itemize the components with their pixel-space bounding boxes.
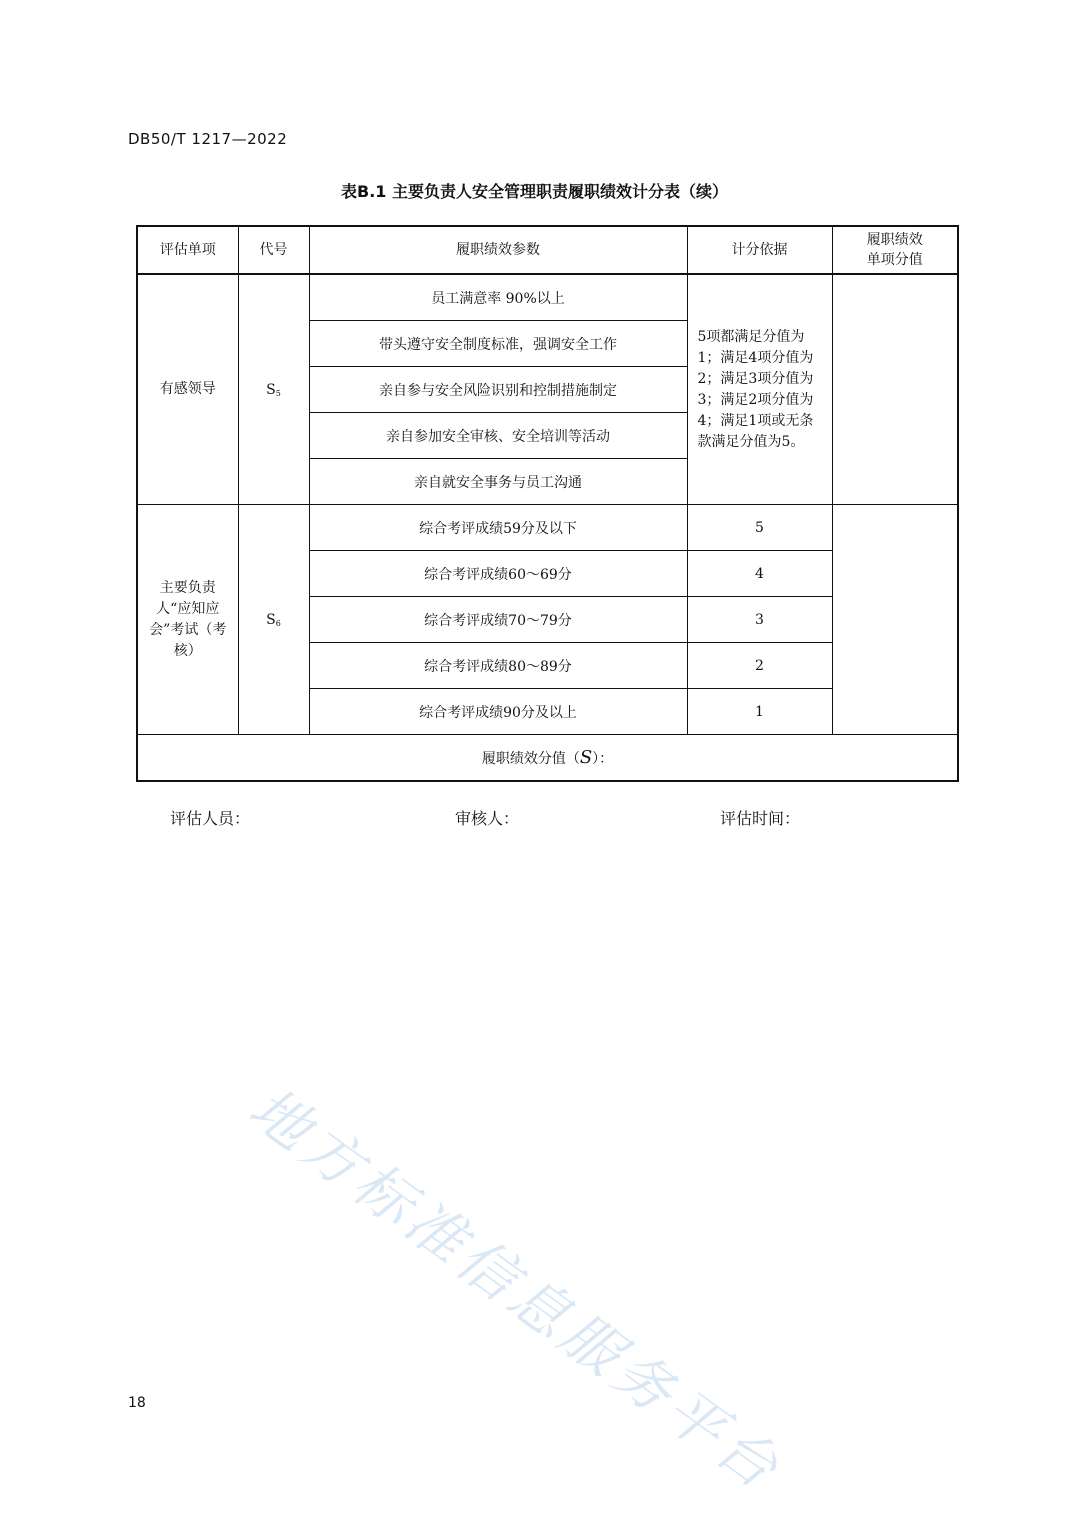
param-cell: 带头遵守安全制度标准，强调安全工作 [309, 321, 687, 367]
score-value-cell [832, 274, 958, 505]
basis-score-cell: 2 [687, 643, 832, 689]
score-table-container [136, 225, 959, 782]
param-cell: 亲自参与安全风险识别和控制措施制定 [309, 367, 687, 413]
table-header-row [137, 226, 958, 274]
code-subscript: 6 [275, 618, 281, 628]
evaluation-time-label: 评估时间： [720, 809, 801, 828]
param-cell: 综合考评成绩60～69分 [309, 551, 687, 597]
basis-cell: 5项都满足分值为1；满足4项分值为2；满足3项分值为3；满足2项分值为4；满足1项或无条款满足分值为5。 [687, 274, 832, 505]
param-cell: 亲自就安全事务与员工沟通 [309, 459, 687, 505]
basis-score-cell: 3 [687, 597, 832, 643]
score-value-cell [832, 505, 958, 735]
category-cell: 有感领导 [137, 274, 238, 505]
column-header: 计分依据 [687, 226, 832, 274]
code-letter: S [266, 381, 276, 398]
basis-score-cell: 1 [687, 689, 832, 735]
code-subscript: 5 [275, 388, 281, 398]
param-cell: 综合考评成绩70～79分 [309, 597, 687, 643]
total-symbol: S [579, 747, 593, 768]
param-cell: 综合考评成绩90分及以上 [309, 689, 687, 735]
evaluator-label: 评估人员： [170, 809, 251, 828]
watermark: 地方标准信息服务平台 [237, 1073, 795, 1505]
column-header: 履职绩效 单项分值 [832, 226, 958, 274]
table-row [137, 274, 958, 321]
table-row [137, 505, 958, 551]
basis-score-cell: 4 [687, 551, 832, 597]
code-cell [238, 505, 309, 735]
code-cell [238, 274, 309, 505]
total-row [137, 735, 958, 782]
code-letter: S [266, 611, 276, 628]
param-cell: 员工满意率 90%以上 [309, 274, 687, 321]
param-cell: 亲自参加安全审核、安全培训等活动 [309, 413, 687, 459]
score-table [136, 225, 959, 782]
column-header: 评估单项 [137, 226, 238, 274]
category-cell: 主要负责人“应知应会”考试（考核） [137, 505, 238, 735]
total-score-cell [137, 735, 958, 782]
basis-score-cell: 5 [687, 505, 832, 551]
column-header: 履职绩效参数 [309, 226, 687, 274]
column-header: 代号 [238, 226, 309, 274]
total-label: 履职绩效分值（ [481, 751, 580, 767]
document-code: DB50/T 1217—2022 [128, 130, 288, 148]
param-cell: 综合考评成绩80～89分 [309, 643, 687, 689]
reviewer-label: 审核人： [455, 809, 520, 828]
page-number: 18 [128, 1395, 146, 1411]
total-label-end: ）： [592, 751, 614, 767]
table-title: 表B.1 主要负责人安全管理职责履职绩效计分表（续） [341, 182, 728, 201]
param-cell: 综合考评成绩59分及以下 [309, 505, 687, 551]
